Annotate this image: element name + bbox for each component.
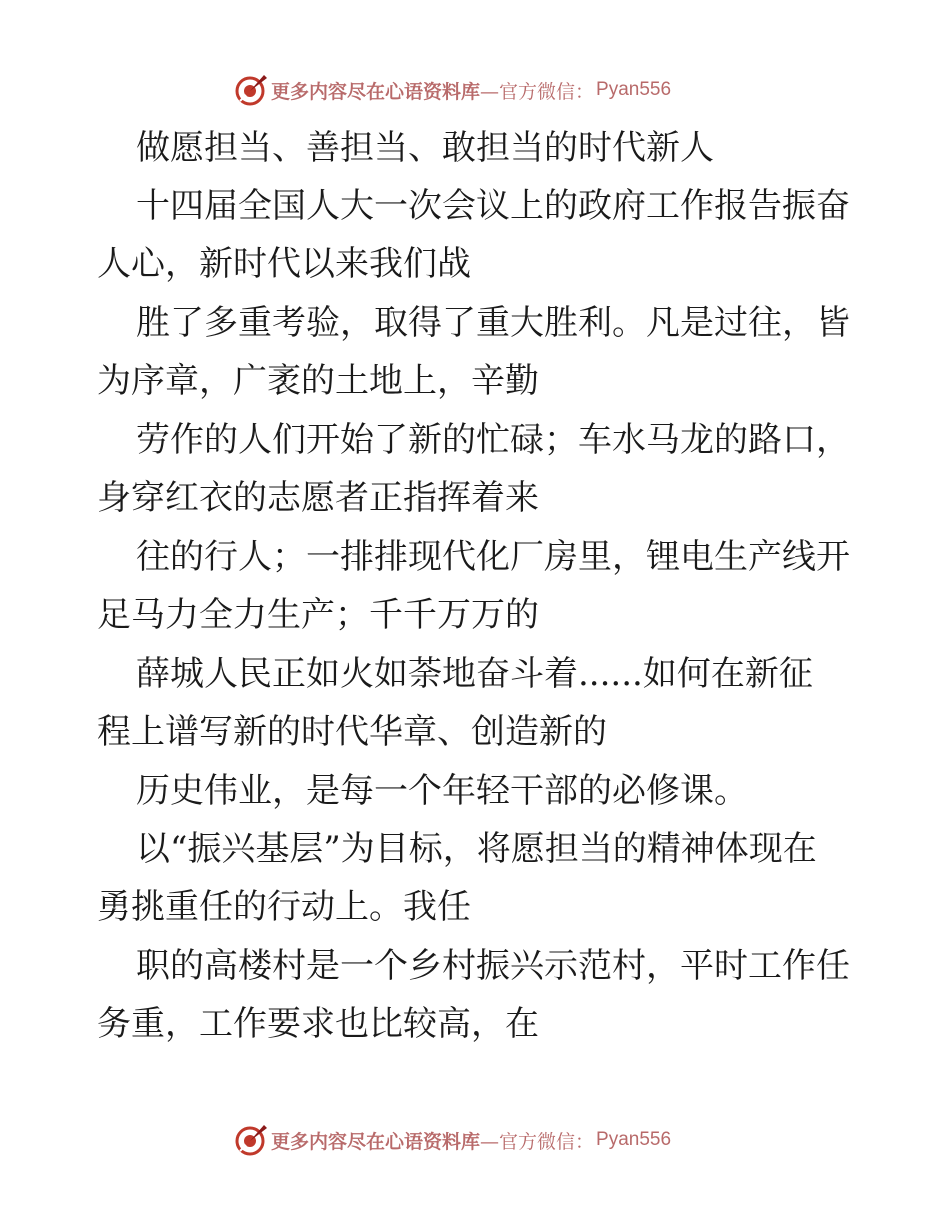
watermark-title: 更多内容尽在心语资料库 xyxy=(271,1130,481,1153)
text-line: 务重，工作要求也比较高，在 xyxy=(97,1004,539,1044)
text-line: 历史伟业，是每一个年轻干部的必修课。 xyxy=(136,771,748,811)
text-line: 以“振兴基层”为目标，将愿担当的精神体现在 xyxy=(136,829,817,869)
text-line: 勇挑重任的行动上。我任 xyxy=(97,887,471,927)
text-line: 人心，新时代以来我们战 xyxy=(97,244,471,284)
text-line: 胜了多重考验，取得了重大胜利。凡是过往，皆 xyxy=(136,303,850,343)
text-line: 往的行人；一排排现代化厂房里，锂电生产线开 xyxy=(136,537,850,577)
quill-logo-icon xyxy=(234,73,268,107)
watermark-title: 更多内容尽在心语资料库 xyxy=(271,80,481,103)
text-line: 薛城人民正如火如荼地奋斗着......如何在新征 xyxy=(136,654,813,694)
text-line: 为序章，广袤的土地上，辛勤 xyxy=(97,361,539,401)
text-line: 十四届全国人大一次会议上的政府工作报告振奋 xyxy=(136,186,850,226)
text-line: 劳作的人们开始了新的忙碌；车水马龙的路口， xyxy=(136,420,850,460)
header-watermark xyxy=(234,73,671,107)
text-line: 职的高楼村是一个乡村振兴示范村，平时工作任 xyxy=(136,946,850,986)
text-line: 程上谱写新的时代华章、创造新的 xyxy=(97,712,607,752)
text-line: 足马力全力生产；千千万万的 xyxy=(97,595,539,635)
watermark-wechat-id: Pyan556 xyxy=(596,1129,672,1150)
quill-logo-icon xyxy=(234,1123,268,1157)
watermark-wechat-id: Pyan556 xyxy=(596,79,672,100)
document-title: 做愿担当、善担当、敢担当的时代新人 xyxy=(136,128,714,168)
watermark-label: —官方微信： xyxy=(480,1130,595,1153)
text-line: 身穿红衣的志愿者正指挥着来 xyxy=(97,478,539,518)
watermark-label: —官方微信： xyxy=(480,80,595,103)
footer-watermark xyxy=(234,1123,671,1157)
